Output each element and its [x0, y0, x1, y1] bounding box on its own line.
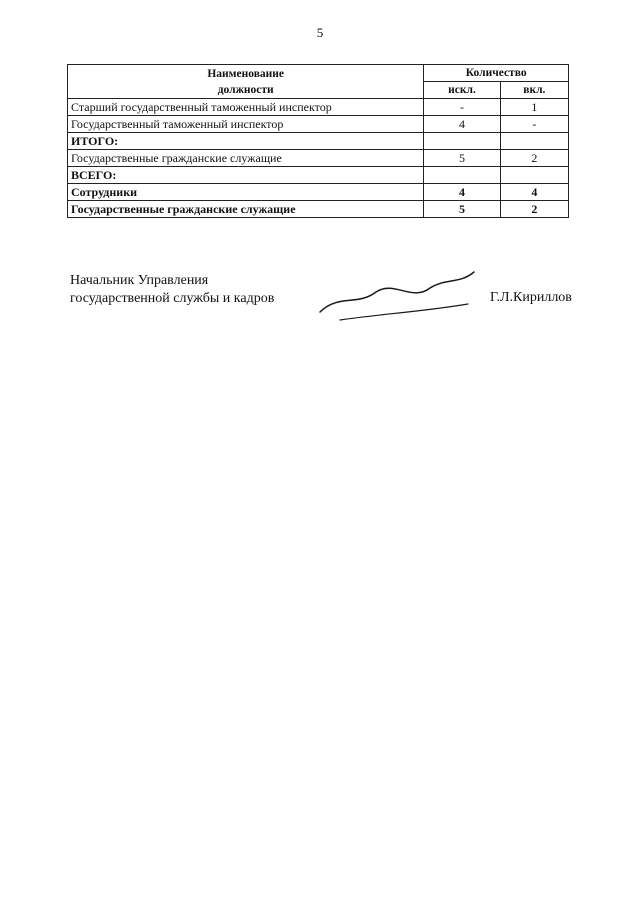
signature-placeholder: [300, 242, 500, 342]
header-position-line1: Наименоваиие: [207, 67, 285, 80]
excluded-cell: [424, 167, 500, 184]
header-position-line2: должности: [217, 83, 274, 96]
table-body: [68, 99, 569, 218]
header-excluded: искл.: [424, 82, 500, 99]
table-row: [68, 116, 569, 133]
excluded-cell: -: [424, 99, 500, 116]
table-row: [68, 150, 569, 167]
table-row: [68, 167, 569, 184]
included-cell: [500, 167, 568, 184]
table-row: [68, 201, 569, 218]
signer-name: Г.Л.Кириллов: [490, 290, 572, 305]
page-number: 5: [316, 25, 324, 40]
table-row: [68, 99, 569, 116]
table-header-row: [68, 65, 569, 82]
included-cell: 2: [500, 150, 568, 167]
excluded-cell: 4: [424, 184, 500, 201]
included-cell: 2: [500, 201, 568, 218]
header-included: вкл.: [500, 82, 568, 99]
excluded-cell: [424, 133, 500, 150]
position-cell: Государственный таможенный инспектор: [68, 116, 424, 133]
included-cell: [500, 133, 568, 150]
included-cell: 1: [500, 99, 568, 116]
table-row: [68, 133, 569, 150]
included-cell: 4: [500, 184, 568, 201]
signer-title-line2: государственной службы и кадров: [70, 291, 275, 306]
position-cell: Государственные гражданские служащие: [68, 150, 424, 167]
position-cell: Старший государственный таможенный инспектор: [68, 99, 424, 116]
position-cell: ИТОГО:: [68, 133, 424, 150]
position-cell: Государственные гражданские служащие: [68, 201, 424, 218]
signer-title-line1: Начальник Управления: [70, 273, 209, 288]
table-row: [68, 184, 569, 201]
included-cell: -: [500, 116, 568, 133]
position-cell: Сотрудники: [68, 184, 424, 201]
excluded-cell: 5: [424, 150, 500, 167]
staff-table: [67, 64, 569, 218]
header-position: [68, 65, 424, 99]
signer-title: [70, 272, 274, 308]
position-cell: ВСЕГО:: [68, 167, 424, 184]
header-quantity: Количество: [424, 65, 569, 82]
excluded-cell: 4: [424, 116, 500, 133]
excluded-cell: 5: [424, 201, 500, 218]
